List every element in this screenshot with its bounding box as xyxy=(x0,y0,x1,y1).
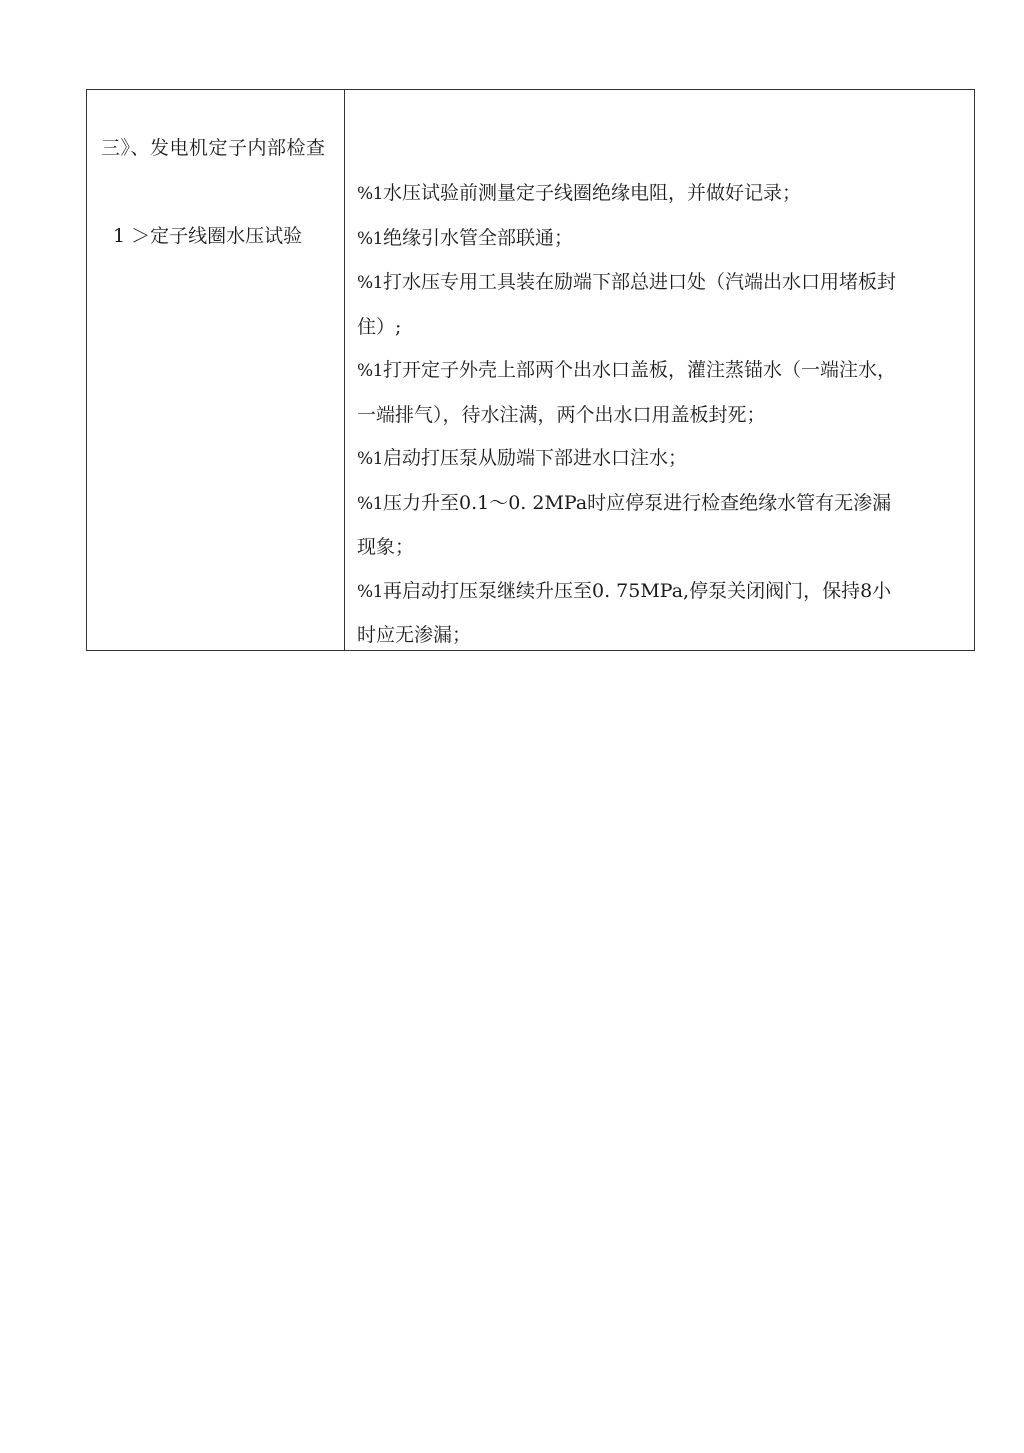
step-marker: %1 xyxy=(357,449,383,469)
procedure-step xyxy=(357,349,957,394)
step-text: 一端排气），待水注满，两个出水口用盖板封死； xyxy=(357,403,766,426)
procedure-step-continuation xyxy=(357,526,957,570)
step-text: 启动打压泵从励端下部进水口注水； xyxy=(382,447,687,469)
procedure-step-continuation xyxy=(357,306,957,350)
procedure-step xyxy=(357,437,957,482)
step-marker: %1 xyxy=(357,273,383,293)
step-text: 住）; xyxy=(357,315,402,338)
procedure-step-list xyxy=(357,172,957,658)
step-text: 打开定子外壳上部两个出水口盖板，灌注蒸锚水（一端注水， xyxy=(382,359,896,381)
procedure-cell xyxy=(345,90,974,650)
step-text: 时应无渗漏； xyxy=(357,624,472,646)
procedure-step-continuation xyxy=(357,614,957,658)
section-heading: 三》、发电机定子内部检查 xyxy=(101,137,326,159)
step-text: 水压试验前测量定子线圈绝缘电阻，并做好记录； xyxy=(382,182,801,204)
procedure-step xyxy=(357,217,957,262)
section-subheading: 1 ＞定子线圈水压试验 xyxy=(113,225,303,247)
procedure-step xyxy=(357,261,957,306)
procedure-step xyxy=(357,172,957,217)
procedure-step xyxy=(357,570,957,615)
document-table xyxy=(86,89,975,651)
step-text: 现象； xyxy=(357,536,415,558)
step-text: 再启动打压泵继续升压至0. 75MPa,停泵关闭阀门，保持8小 xyxy=(382,579,892,602)
step-marker: %1 xyxy=(357,361,383,381)
step-marker: %1 xyxy=(357,228,383,249)
procedure-step-continuation xyxy=(357,394,957,438)
step-text: 压力升至0.1～0. 2MPa时应停泵进行检查绝缘水管有无渗漏 xyxy=(382,491,892,514)
step-marker: %1 xyxy=(357,493,383,514)
step-text: 打水压专用工具装在励端下部总进口处（汽端出水口用堵板封 xyxy=(382,271,896,293)
step-marker: %1 xyxy=(357,581,383,602)
section-title-cell xyxy=(87,90,345,650)
step-text: 绝缘引水管全部联通； xyxy=(382,226,573,249)
procedure-step xyxy=(357,482,957,527)
step-marker: %1 xyxy=(357,184,383,204)
